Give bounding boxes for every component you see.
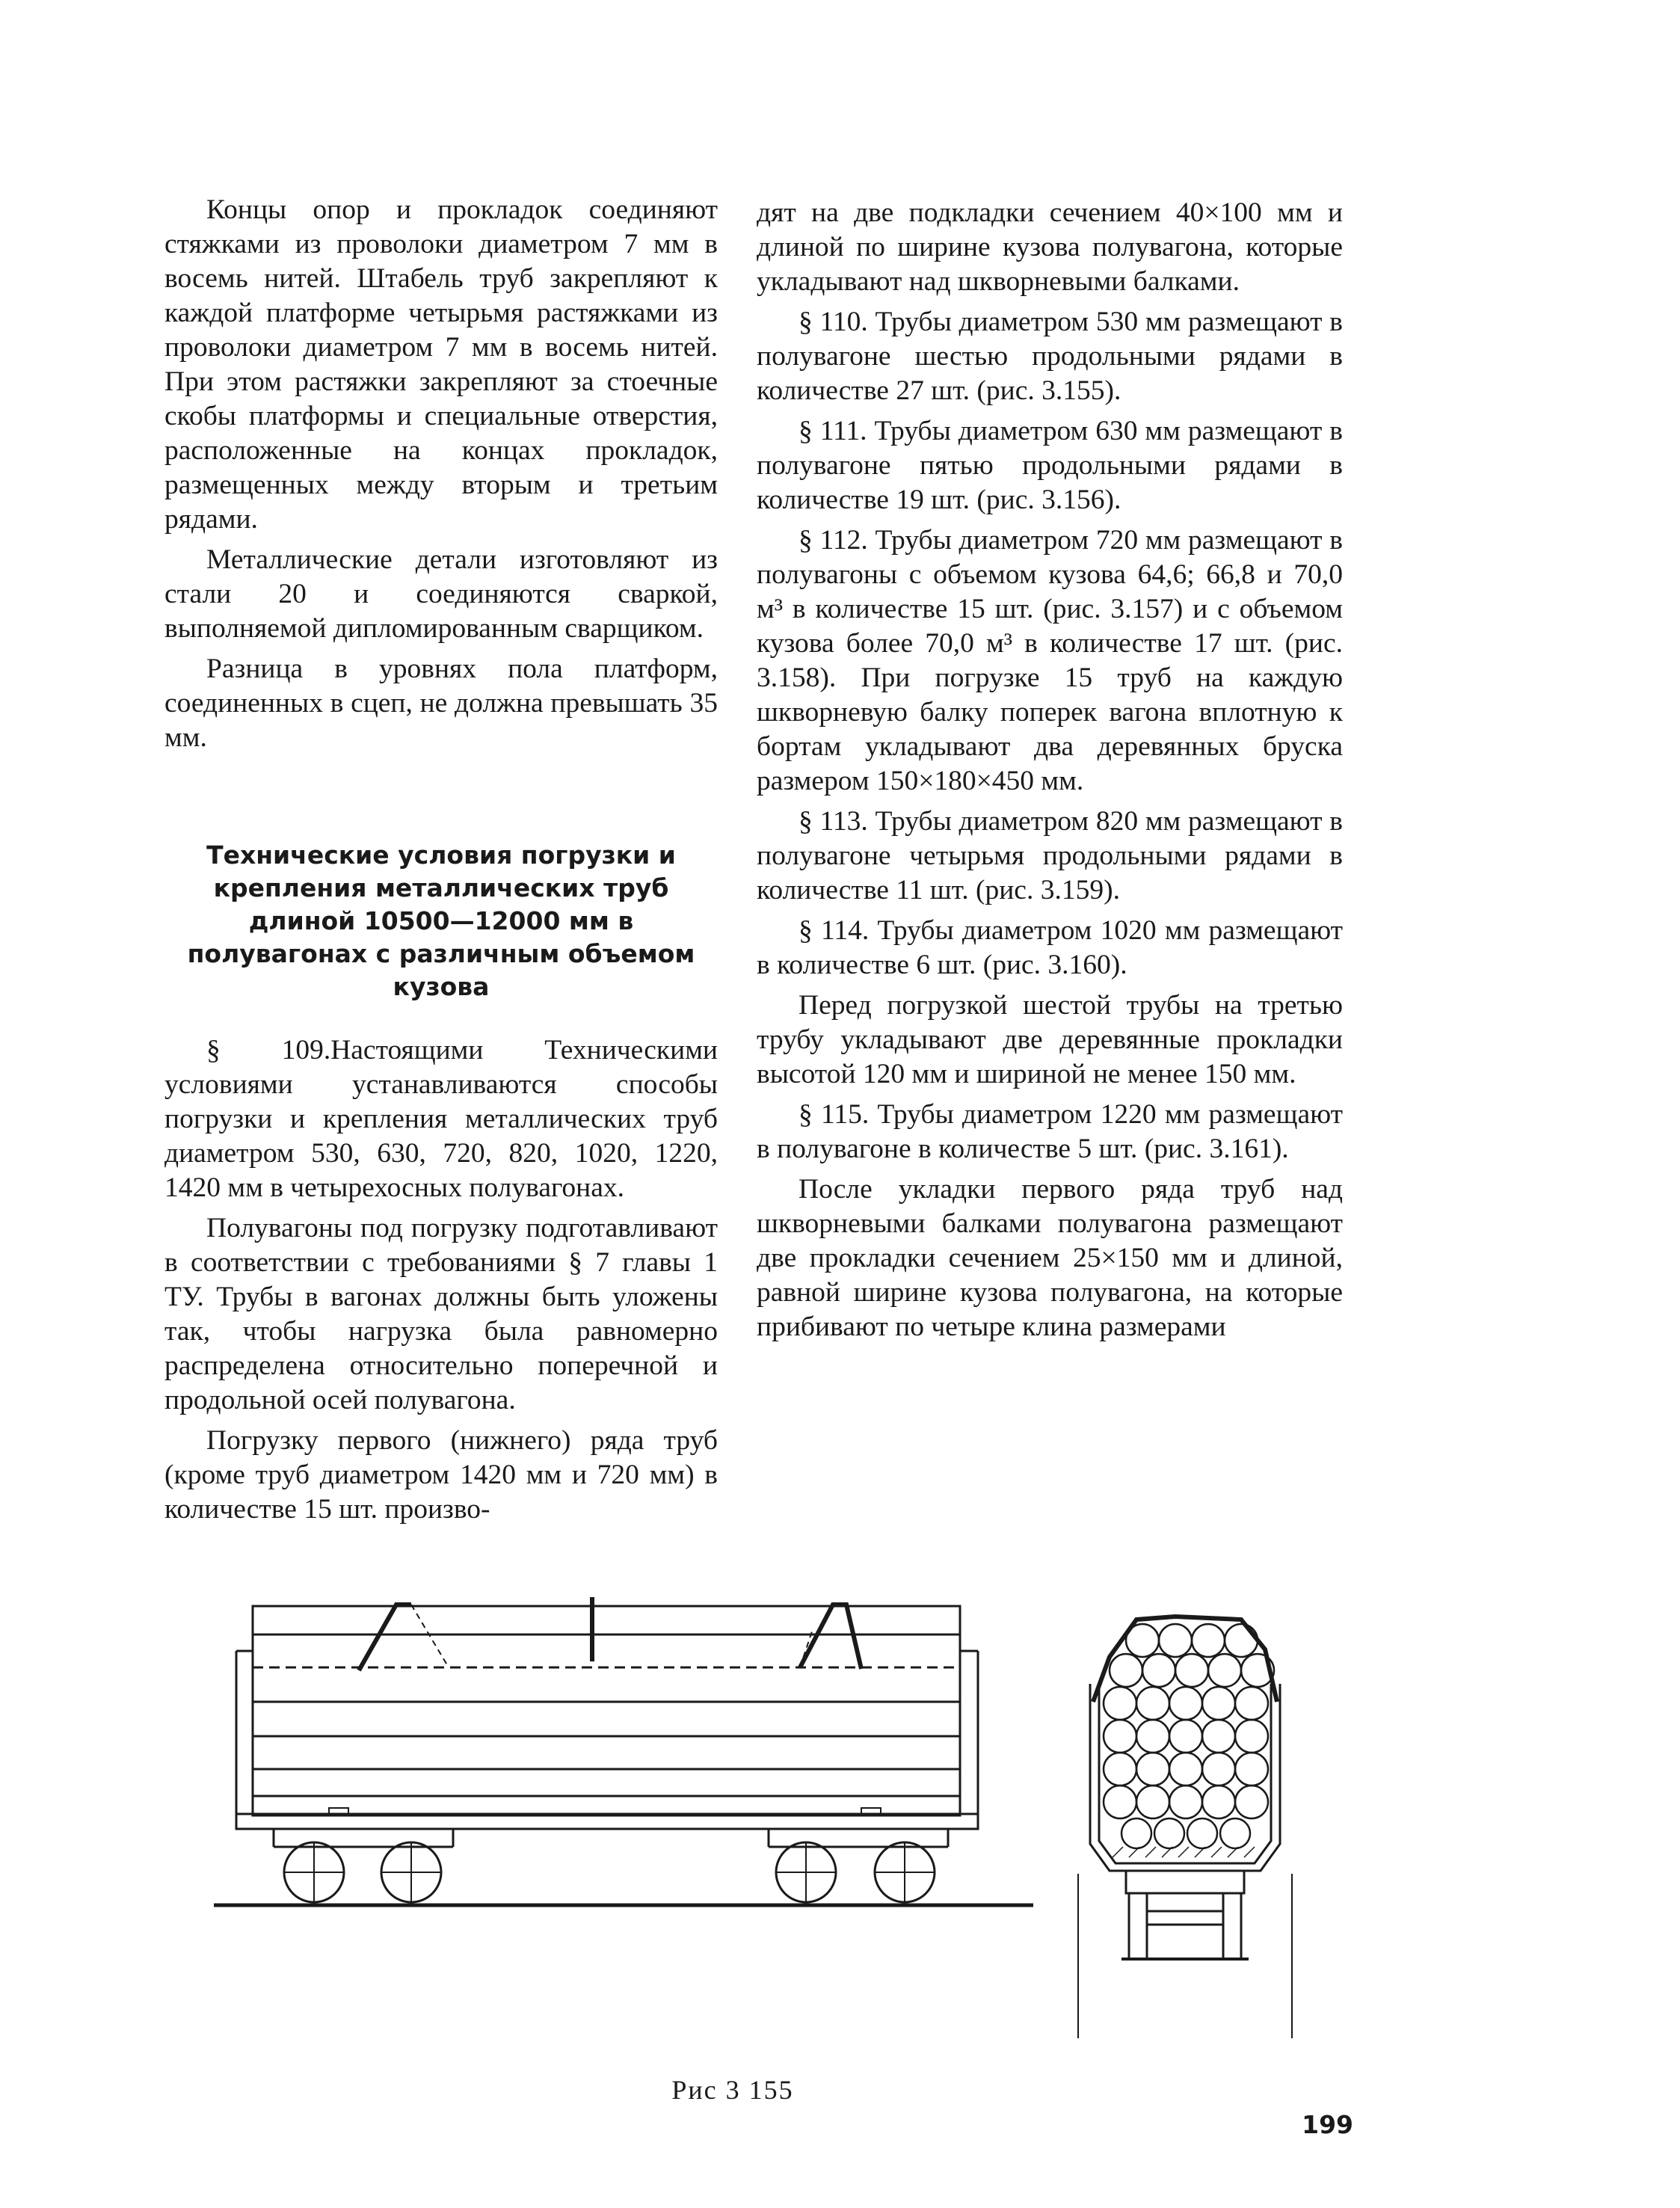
paragraph: § 112. Трубы диаметром 720 мм размещают в полувагоны с объемом кузова 64,6; 66,8 и 70,0 м³ в количестве 15 шт. (рис. 3.157) и с объемом кузова более 70,0 м³ в количестве 17 шт. (рис. 3.158). При погрузке 15 труб на каждую шкворневую балку поперек вагона вплотную к бортам укладывают два деревянных бруска размером 150×180×450 мм.: [757, 525, 1343, 796]
wagon-end-view: [1077, 1590, 1293, 2038]
right-column: [757, 196, 1343, 1350]
page-number: 199: [1302, 2110, 1353, 2139]
paragraph: После укладки первого ряда труб над шкворневыми балками полувагона размещают две прокладки сечением 25×150 мм и длиной, равной ширине кузова полувагона, на которые прибивают по четыре клина размерами: [757, 1174, 1343, 1342]
paragraph: § 109.Настоящими Техническими условиями устанавливаются способы погрузки и крепления металлических труб диаметром 530, 630, 720, 820, 1020, 1220, 1420 мм в четырехосных полувагонах.: [164, 1035, 718, 1203]
left-column: [164, 193, 718, 1533]
paragraph: Концы опор и прокладок соединяют стяжками из проволоки диаметром 7 мм в восемь нитей. Штабель труб закрепляют к каждой платформе четырьмя растяжками из проволоки диаметром 7 мм в восемь нитей. При этом растяжки закрепляют за стоечные скобы платформы и специальные отверстия, расположенные на концах прокладок, размещенных между вторым и третьим рядами.: [164, 194, 718, 535]
figure-caption: Рис 3 155: [671, 2075, 794, 2105]
paragraph: § 114. Трубы диаметром 1020 мм размещают в количестве 6 шт. (рис. 3.160).: [757, 915, 1343, 980]
paragraph: Разница в уровнях пола платформ, соединенных в сцеп, не должна превышать 35 мм.: [164, 654, 718, 753]
paragraph-continuation: дят на две подкладки сечением 40×100 мм и длиной по ширине кузова полувагона, которые укладывают над шкворневыми балками.: [757, 197, 1343, 297]
paragraph: § 115. Трубы диаметром 1220 мм размещают в полувагоне в количестве 5 шт. (рис. 3.161).: [757, 1099, 1343, 1164]
section-heading: Технические условия погрузки и крепления металлических труб длиной 10500—12000 мм в полувагонах с различным объемом кузова: [187, 840, 695, 1001]
paragraph: Металлические детали изготовляют из стали 20 и соединяются сваркой, выполняемой дипломированным сварщиком.: [164, 544, 718, 644]
paragraph: Погрузку первого (нижнего) ряда труб (кроме труб диаметром 1420 мм и 720 мм) в количестве 15 шт. произво-: [164, 1425, 718, 1525]
wagon-side-view: [214, 1590, 1033, 1941]
paragraph: § 110. Трубы диаметром 530 мм размещают в полувагоне шестью продольными рядами в количестве 27 шт. (рис. 3.155).: [757, 307, 1343, 406]
paragraph: Полувагоны под погрузку подготавливают в соответствии с требованиями § 7 главы 1 ТУ. Трубы в вагонах должны быть уложены так, чтобы нагрузка была равномерно распределена относительно поперечной и продольной осей полувагона.: [164, 1213, 718, 1415]
paragraph: § 113. Трубы диаметром 820 мм размещают в полувагоне четырьмя продольными рядами в количестве 11 шт. (рис. 3.159).: [757, 806, 1343, 905]
paragraph: Перед погрузкой шестой трубы на третью трубу укладывают две деревянные прокладки высотой 120 мм и шириной не менее 150 мм.: [757, 990, 1343, 1089]
paragraph: § 111. Трубы диаметром 630 мм размещают в полувагоне пятью продольными рядами в количестве 19 шт. (рис. 3.156).: [757, 416, 1343, 515]
